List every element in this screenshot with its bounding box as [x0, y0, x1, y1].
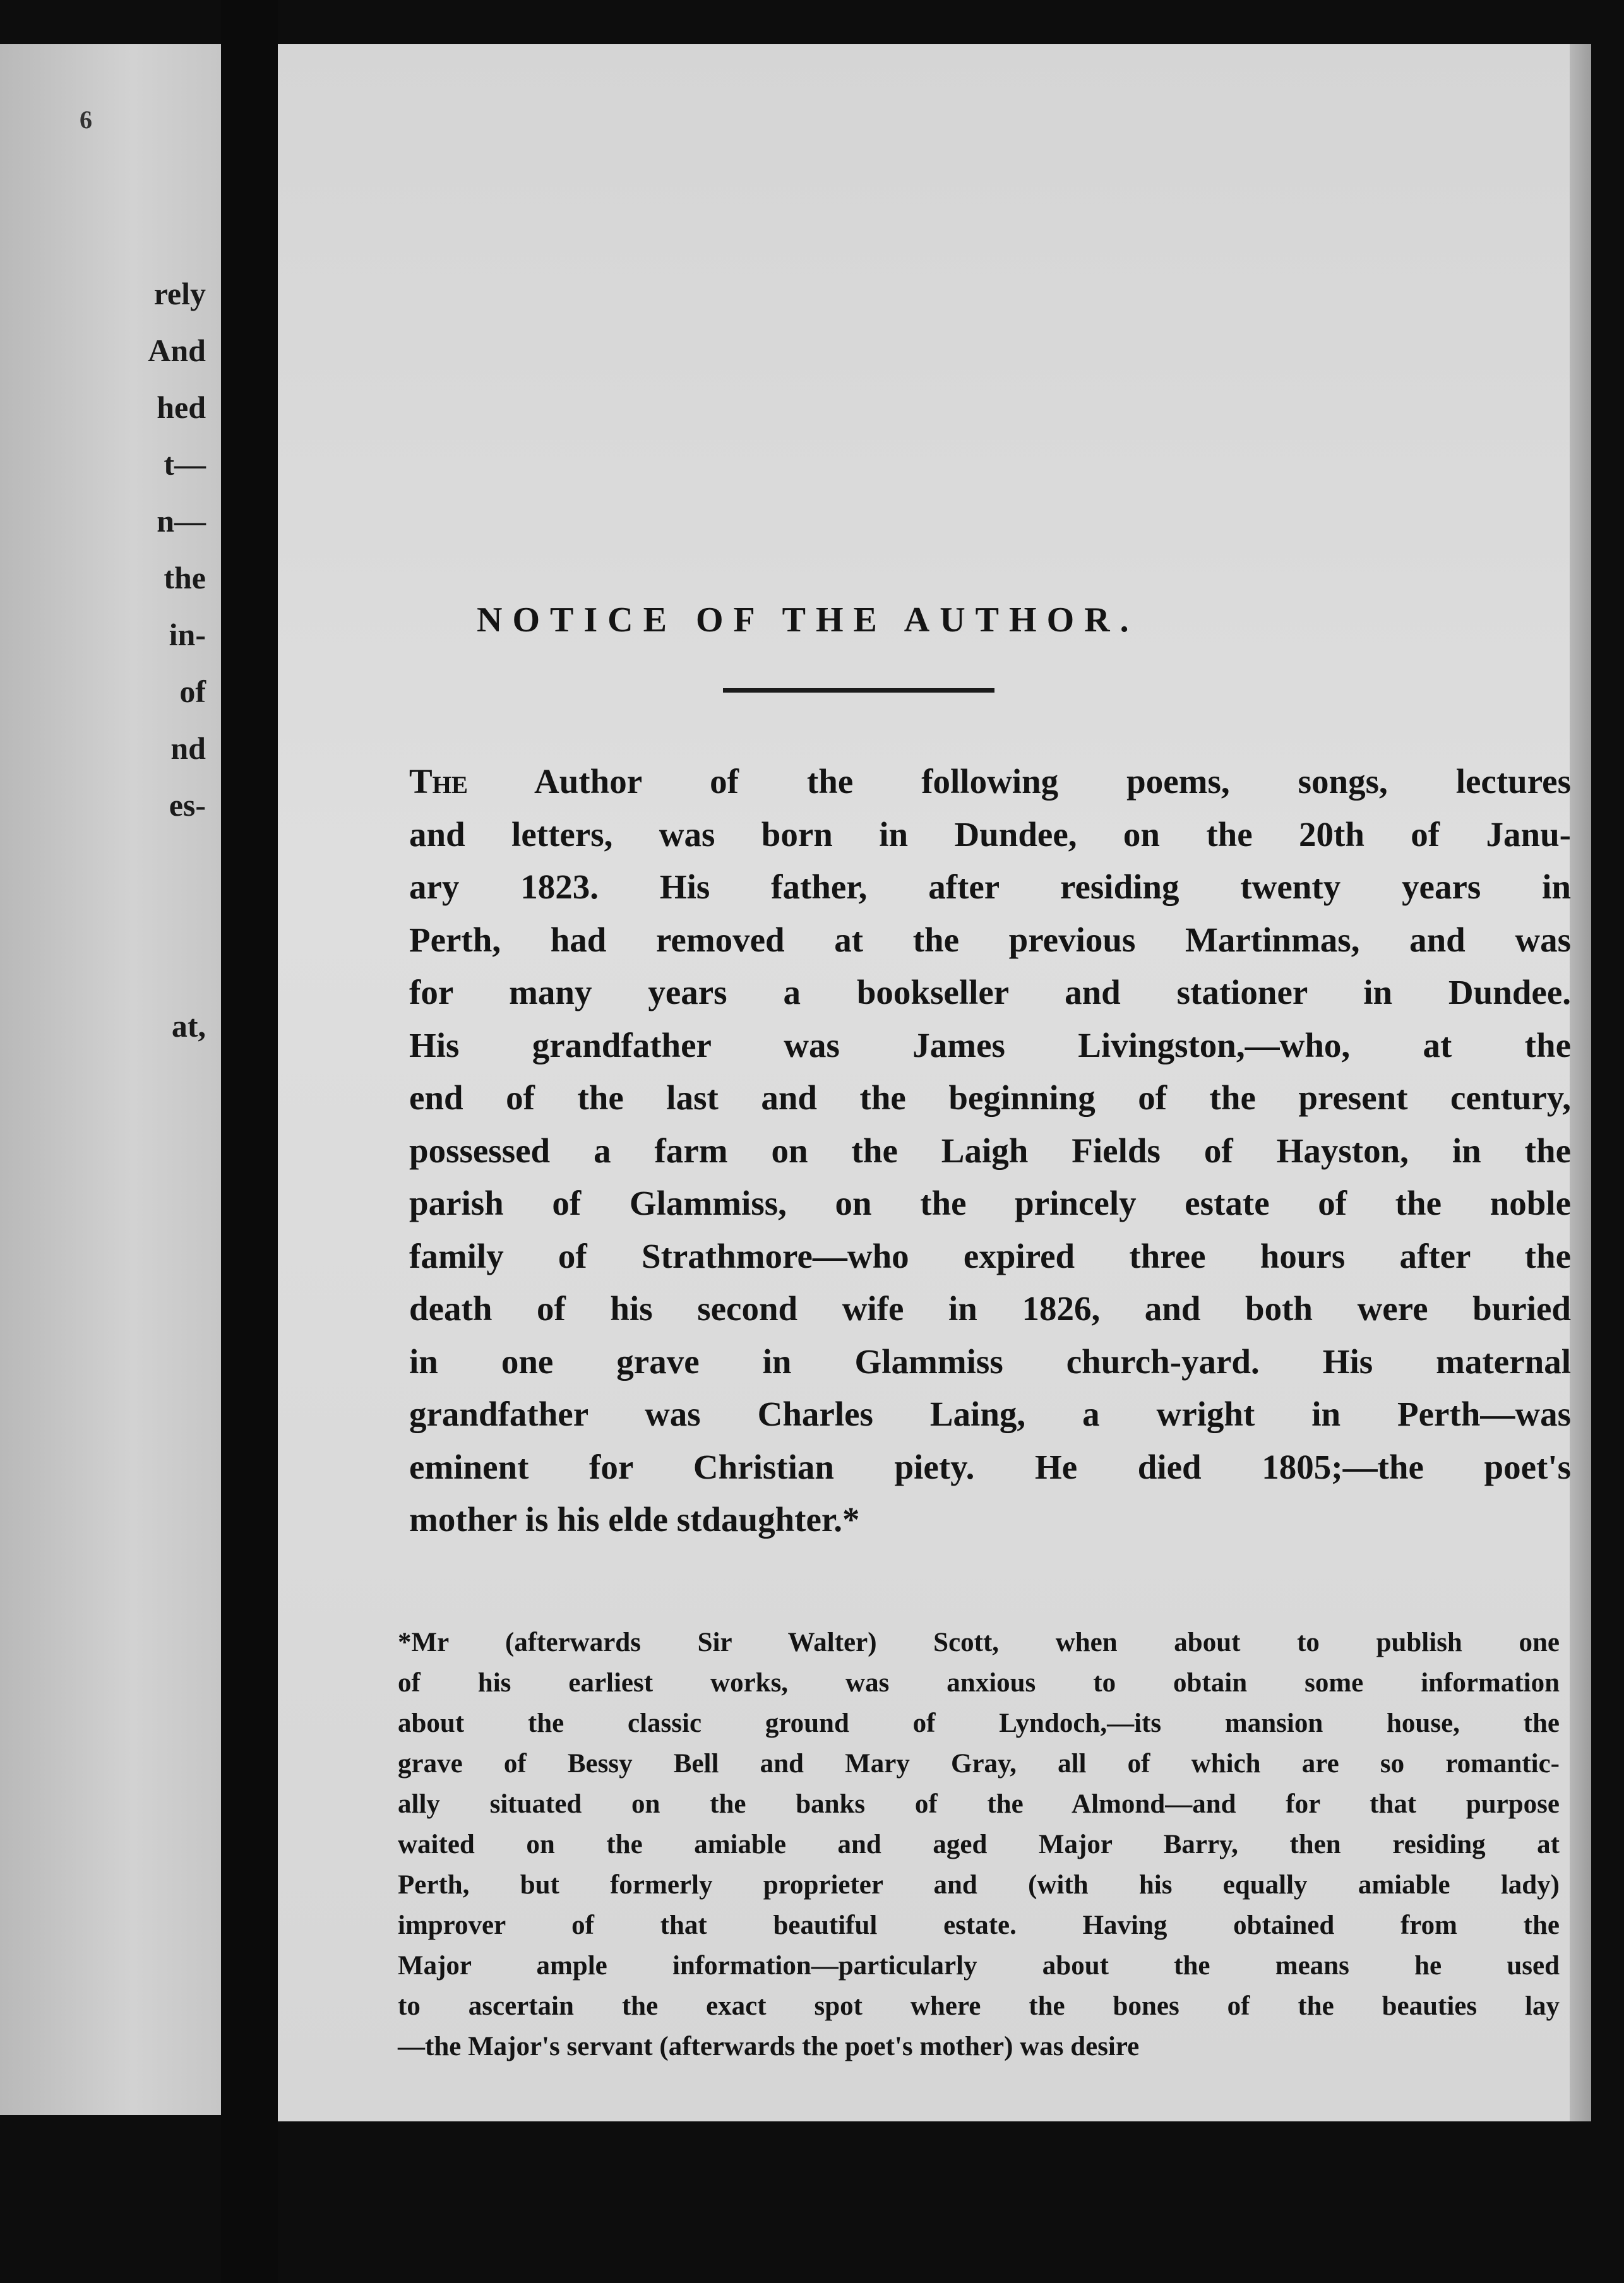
left-line-end: in-	[169, 617, 206, 652]
left-line-end: t—	[164, 446, 206, 482]
author-notice-body	[409, 755, 1571, 1546]
footnote-line: waited on the amiable and aged Major Barry, then residing at	[398, 1830, 1560, 1859]
page-edge	[1570, 44, 1591, 2121]
body-line: grandfather was Charles Laing, a wright in Perth—was	[409, 1395, 1571, 1433]
footnote-line: Major ample information—particularly about the means he used	[398, 1951, 1560, 1981]
body-line: in one grave in Glammiss church-yard. His maternal	[409, 1342, 1571, 1381]
left-line-end: the	[164, 560, 206, 595]
left-line-end: of	[179, 674, 206, 709]
left-line-end: at,	[171, 1008, 206, 1044]
left-line-end: And	[148, 333, 206, 368]
left-line-end: es-	[169, 787, 206, 823]
page-title: NOTICE OF THE AUTHOR.	[477, 600, 1139, 640]
book-gutter	[221, 0, 278, 2283]
footnote-line: of his earliest works, was anxious to obtain some information	[398, 1668, 1560, 1698]
footnote-line: improver of that beautiful estate. Having obtained from the	[398, 1910, 1560, 1940]
footnote	[398, 1623, 1560, 2067]
footnote-line: Perth, but formerly proprieter and (with his equally amiable lady)	[398, 1870, 1560, 1900]
body-line: death of his second wife in 1826, and both were buried	[409, 1289, 1571, 1328]
body-line: possessed a farm on the Laigh Fields of Hayston, in the	[409, 1131, 1571, 1170]
footnote-line: *Mr (afterwards Sir Walter) Scott, when about to publish one	[398, 1628, 1560, 1657]
body-line: mother is his elde stdaughter.*	[409, 1500, 860, 1539]
body-line: family of Strathmore—who expired three hours after the	[409, 1236, 1571, 1275]
body-line-1: The Author of the following poems, songs, lectures	[409, 762, 1571, 801]
footnote-line: to ascertain the exact spot where the bones of the beauties lay	[398, 1991, 1560, 2021]
footnote-line: —the Major's servant (afterwards the poet's mother) was desire	[398, 2032, 1140, 2061]
body-line: parish of Glammiss, on the princely estate of the noble	[409, 1184, 1571, 1222]
title-rule	[723, 688, 994, 693]
footnote-line: grave of Bessy Bell and Mary Gray, all of which are so romantic-	[398, 1749, 1560, 1779]
footnote-line: about the classic ground of Lyndoch,—its mansion house, the	[398, 1708, 1560, 1738]
body-line: ary 1823. His father, after residing twenty years in	[409, 867, 1571, 906]
body-line: end of the last and the beginning of the present century,	[409, 1078, 1571, 1117]
body-line: Perth, had removed at the previous Martinmas, and was	[409, 920, 1571, 959]
body-line: His grandfather was James Livingston,—who, at the	[409, 1025, 1571, 1064]
page-number: 6	[80, 105, 92, 134]
right-page	[278, 44, 1591, 2121]
left-line-end: nd	[170, 730, 206, 766]
body-line: eminent for Christian piety. He died 1805;—the poet's	[409, 1447, 1571, 1486]
body-line: for many years a bookseller and stationer in Dundee.	[409, 973, 1571, 1011]
left-line-end: hed	[157, 390, 206, 425]
left-line-end: n—	[157, 503, 206, 539]
body-line: and letters, was born in Dundee, on the 20th of Janu-	[409, 814, 1571, 854]
first-word: The	[409, 762, 469, 801]
left-page-fragment	[0, 44, 221, 2115]
footnote-line: ally situated on the banks of the Almond—and for that purpose	[398, 1789, 1560, 1819]
left-line-end: rely	[153, 276, 206, 311]
